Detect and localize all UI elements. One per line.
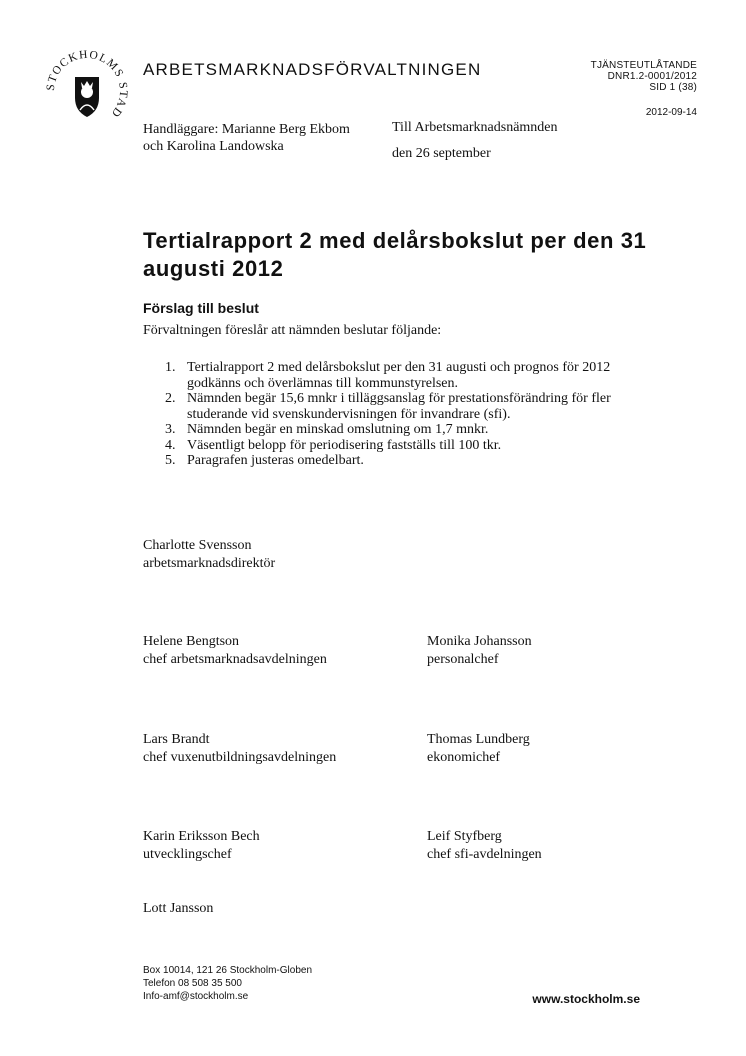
list-item [165, 453, 635, 469]
list-item [165, 391, 635, 422]
item-number: 1. [165, 360, 176, 375]
item-number: 5. [165, 453, 176, 468]
item-number: 4. [165, 437, 176, 453]
recipient: Till Arbetsmarknadsnämnden [392, 120, 558, 135]
signature-title: personalchef [427, 651, 499, 667]
footer-phone: Telefon 08 508 35 500 [143, 978, 242, 989]
doc-date: 2012-09-14 [645, 107, 697, 118]
handler-block [143, 121, 350, 155]
signature-block [143, 828, 260, 863]
list-item [165, 360, 635, 391]
footer-address: Box 10014, 121 26 Stockholm-Globen [143, 965, 312, 976]
document-meta [591, 60, 697, 93]
org-name: ARBETSMARKNADSFÖRVALTNINGEN [143, 60, 482, 79]
signature-title: arbetsmarknadsdirektör [143, 555, 276, 571]
signature-block [427, 633, 532, 668]
item-number: 2. [165, 391, 176, 406]
signature-title: ekonomichef [427, 749, 501, 765]
signature-name: Charlotte Svensson [143, 538, 252, 553]
signature-block [427, 828, 542, 863]
item-text: Väsentligt belopp för periodisering fastställs till 100 tkr. [187, 437, 502, 453]
page-title: Tertialrapport 2 med delårsbokslut per den 31 augusti 2012 [143, 228, 647, 281]
signature-title: chef sfi-avdelningen [427, 846, 542, 862]
signature-name: Thomas Lundberg [427, 732, 530, 747]
item-text: Nämnden begär 15,6 mnkr i tilläggsanslag för prestationsförändring för fler studerande vid svenskundervisningen för invandrare (sfi). [187, 391, 611, 422]
handler-line-2: och Karolina Landowska [143, 139, 284, 154]
footer-contact [143, 964, 312, 1003]
proposal-intro: Förvaltningen föreslår att nämnden beslutar följande: [143, 323, 442, 338]
signature-name: Lott Jansson [143, 901, 214, 916]
signature-block [143, 900, 213, 918]
decision-list [165, 360, 635, 469]
signature-title: utvecklingschef [143, 846, 232, 862]
item-number: 3. [165, 422, 176, 437]
signature-name: Karin Eriksson Bech [143, 829, 260, 844]
signature-block [427, 731, 530, 766]
meeting-date: den 26 september [392, 146, 491, 161]
logo-ring-text: STOCKHOLMS STAD [44, 48, 130, 120]
signature-name: Helene Bengtson [143, 634, 240, 649]
doc-page: SID 1 (38) [649, 82, 697, 93]
signature-name: Leif Styfberg [427, 829, 502, 844]
stockholms-stad-logo [44, 48, 130, 134]
item-text: Paragrafen justeras omedelbart. [187, 453, 364, 468]
proposal-heading: Förslag till beslut [143, 300, 259, 316]
signature-name: Lars Brandt [143, 732, 210, 747]
list-item [165, 438, 635, 454]
item-text: Tertialrapport 2 med delårsbokslut per den 31 augusti och prognos för 2012 godkänns och överlämnas till kommunstyrelsen. [187, 360, 611, 391]
item-text: Nämnden begär en minskad omslutning om 1,7 mnkr. [187, 422, 489, 437]
footer-email[interactable]: Info-amf@stockholm.se [143, 991, 249, 1002]
footer-website[interactable]: www.stockholm.se [532, 992, 640, 1006]
signature-block [143, 633, 327, 668]
signature-director [143, 537, 275, 572]
signature-name: Monika Johansson [427, 634, 532, 649]
list-item [165, 422, 635, 438]
signature-title: chef vuxenutbildningsavdelningen [143, 749, 337, 765]
handler-line-1: Handläggare: Marianne Berg Ekbom [143, 122, 350, 137]
doc-dnr: DNR1.2-0001/2012 [607, 71, 697, 82]
signature-title: chef arbetsmarknadsavdelningen [143, 651, 327, 667]
signature-block [143, 731, 336, 766]
doc-type: TJÄNSTEUTLÅTANDE [590, 60, 697, 71]
